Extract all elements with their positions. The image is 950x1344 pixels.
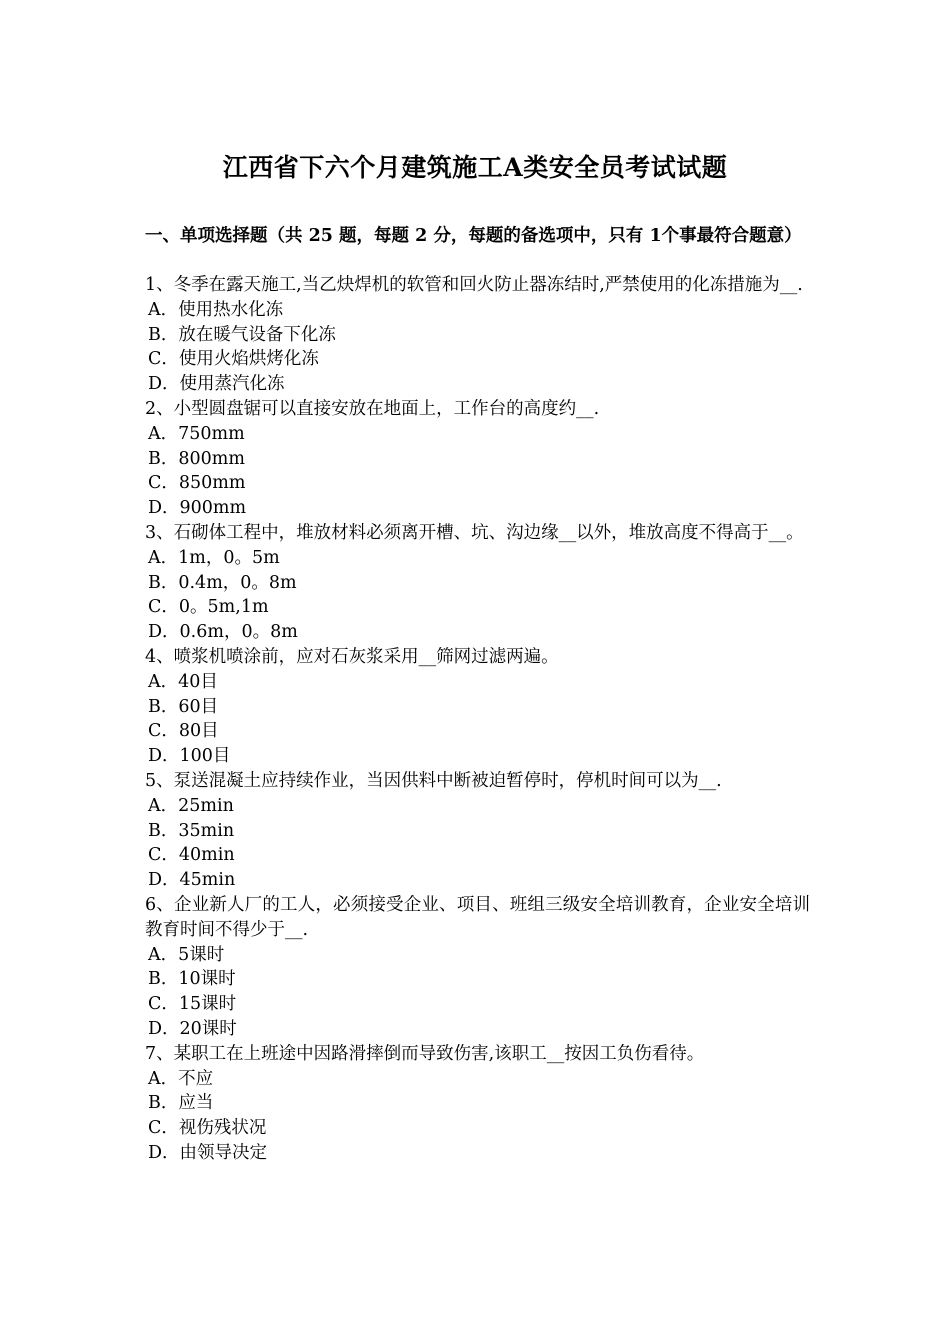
option-c: C．0。5m,1m [148, 597, 269, 618]
question-list [145, 273, 810, 1166]
option-b: B．放在暖气设备下化冻 [148, 324, 336, 345]
option-c: C．视伤残状况 [148, 1118, 267, 1139]
option-b: B．800mm [148, 448, 245, 469]
question [145, 769, 810, 893]
option-a: A．25min [148, 795, 234, 816]
question [145, 1042, 810, 1166]
question-text: 5、泵送混凝土应持续作业，当因供料中断被迫暂停时，停机时间可以为__. [145, 770, 722, 791]
option-a: A．40目 [148, 671, 218, 692]
option-a: A．5课时 [148, 944, 225, 965]
option-d: D．900mm [148, 498, 247, 519]
option-c: C．使用火焰烘烤化冻 [148, 349, 319, 370]
option-c: C．40min [148, 845, 235, 866]
section-heading: 一、单项选择题（共 25 题，每题 2 分，每题的备选项中，只有 1个事最符合题意） [145, 226, 802, 246]
question [145, 273, 810, 397]
document-title: 江西省下六个月建筑施工A类安全员考试试题 [222, 153, 728, 182]
option-b: B．60目 [148, 696, 219, 717]
option-c: C．15课时 [148, 994, 237, 1015]
option-d: D．45min [148, 870, 236, 891]
option-b: B．应当 [148, 1093, 214, 1114]
question [145, 893, 810, 1042]
option-a: A．不应 [148, 1068, 214, 1089]
option-b: B．0.4m，0。8m [148, 572, 297, 593]
question-text: 3、石砌体工程中，堆放材料必须离开槽、坑、沟边缘__以外，堆放高度不得高于__。 [145, 522, 804, 543]
option-c: C．80目 [148, 721, 219, 742]
question-text: 1、冬季在露天施工,当乙炔焊机的软管和回火防止器冻结时,严禁使用的化冻措施为__. [145, 275, 803, 295]
option-b: B．35min [148, 820, 235, 841]
question-text: 7、某职工在上班途中因路滑摔倒而导致伤害,该职工__按因工负伤看待。 [145, 1043, 705, 1064]
option-c: C．850mm [148, 473, 246, 494]
question [145, 645, 810, 769]
option-d: D．20课时 [148, 1018, 237, 1039]
question-text: 4、喷浆机喷涂前，应对石灰浆采用__筛网过滤两遍。 [145, 646, 559, 667]
option-d: D．0.6m，0。8m [148, 622, 298, 643]
question-text: 2、小型圆盘锯可以直接安放在地面上，工作台的高度约__. [145, 398, 600, 419]
question-text: 6、企业新人厂的工人，必须接受企业、项目、班组三级安全培训教育，企业安全培训教育时间不得少于__. [145, 894, 810, 940]
option-a: A．750mm [148, 423, 245, 444]
option-d: D．100目 [148, 746, 231, 767]
option-b: B．10课时 [148, 969, 236, 990]
option-a: A．1m，0。5m [148, 547, 280, 568]
option-a: A．使用热水化冻 [148, 299, 284, 320]
question [145, 397, 810, 521]
option-d: D．使用蒸汽化冻 [148, 374, 285, 395]
option-d: D．由领导决定 [148, 1142, 268, 1163]
question [145, 521, 810, 645]
